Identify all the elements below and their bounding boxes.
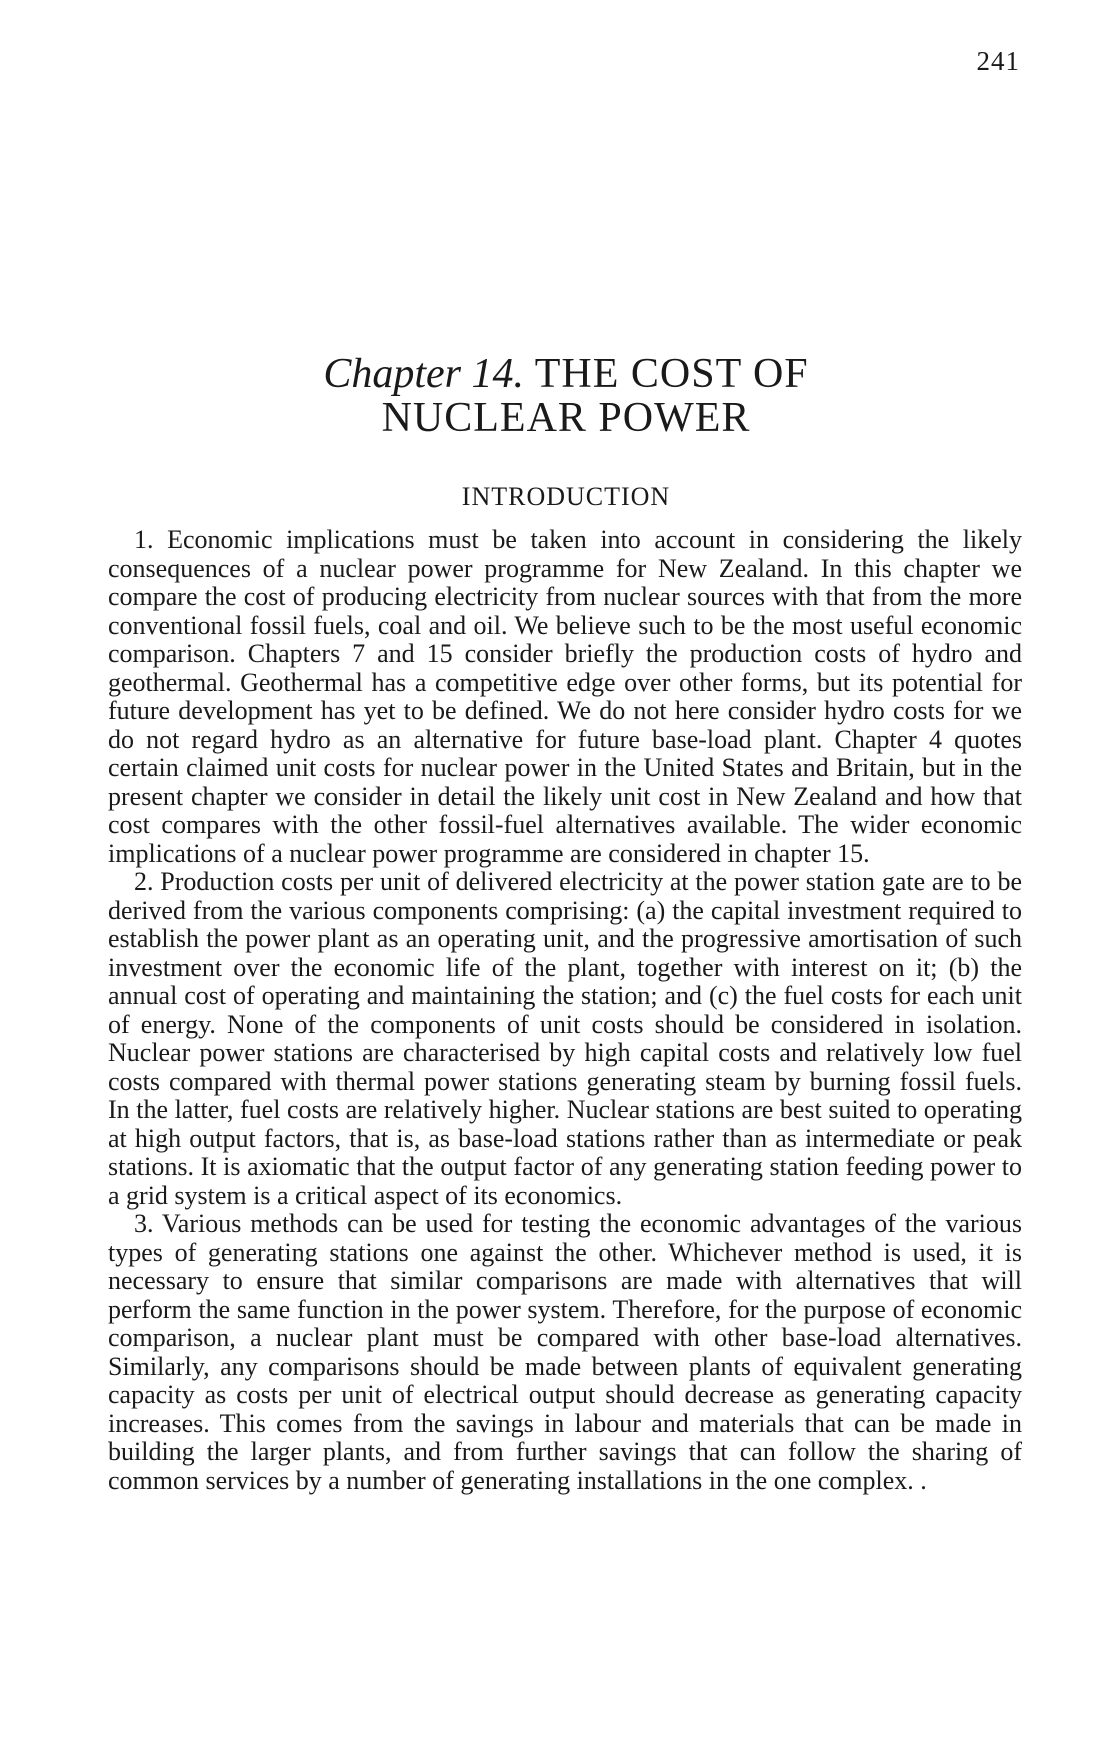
chapter-label: Chapter 14. (323, 351, 524, 397)
chapter-title (106, 352, 1026, 440)
body-text (108, 526, 1022, 1495)
page-number: 241 (976, 46, 1020, 76)
paragraph-3: 3. Various methods can be used for testing the economic advantages of the various types of generating stations one against the other. Whichever method is used, it is necessary to ensure that similar comparisons are made with alternatives that will perform the same function in the power system. Therefore, for the purpose of economic comparison, a nuclear plant must be compared with other base-load alternatives. Similarly, any comparisons should be made between plants of equivalent generating capacity as costs per unit of electrical output should decrease as generating capacity increases. This comes from the savings in labour and materials that can be made in building the larger plants, and from further savings that can follow the sharing of common services by a number of generating installations in the one complex. . (108, 1209, 1022, 1495)
chapter-title-text1: THE COST OF (534, 351, 809, 397)
chapter-title-line1 (106, 352, 1026, 396)
chapter-title-text2: NUCLEAR POWER (381, 395, 751, 441)
paragraph-2: 2. Production costs per unit of delivered electricity at the power station gate are to be derived from the various components comprising: (a) the capital investment required to establish the power plant as an operating unit, and the progressive amortisation of such investment over the economic life of the plant, together with interest on it; (b) the annual cost of operating and maintaining the station; and (c) the fuel costs for each unit of energy. None of the components of unit costs should be considered in isolation. Nuclear power stations are characterised by high capital costs and relatively low fuel costs compared with thermal power stations generating steam by burning fossil fuels. In the latter, fuel costs are relatively higher. Nuclear stations are best suited to operating at high output factors, that is, as base-load stations rather than as intermediate or peak stations. It is axiomatic that the output factor of any generating station feeding power to a grid system is a critical aspect of its economics. (108, 867, 1022, 1210)
section-heading: INTRODUCTION (461, 482, 671, 511)
paragraph-1: 1. Economic implications must be taken into account in considering the likely consequences of a nuclear power programme for New Zealand. In this chapter we compare the cost of producing electricity from nuclear sources with that from the more conventional fossil fuels, coal and oil. We believe such to be the most useful economic comparison. Chapters 7 and 15 consider briefly the production costs of hydro and geothermal. Geothermal has a competitive edge over other forms, but its potential for future development has yet to be defined. We do not here consider hydro costs for we do not regard hydro as an alternative for future base-load plant. Chapter 4 quotes certain claimed unit costs for nuclear power in the United States and Britain, but in the present chapter we consider in detail the likely unit cost in New Zealand and how that cost compares with the other fossil-fuel alternatives available. The wider economic implications of a nuclear power programme are considered in chapter 15. (108, 525, 1022, 868)
